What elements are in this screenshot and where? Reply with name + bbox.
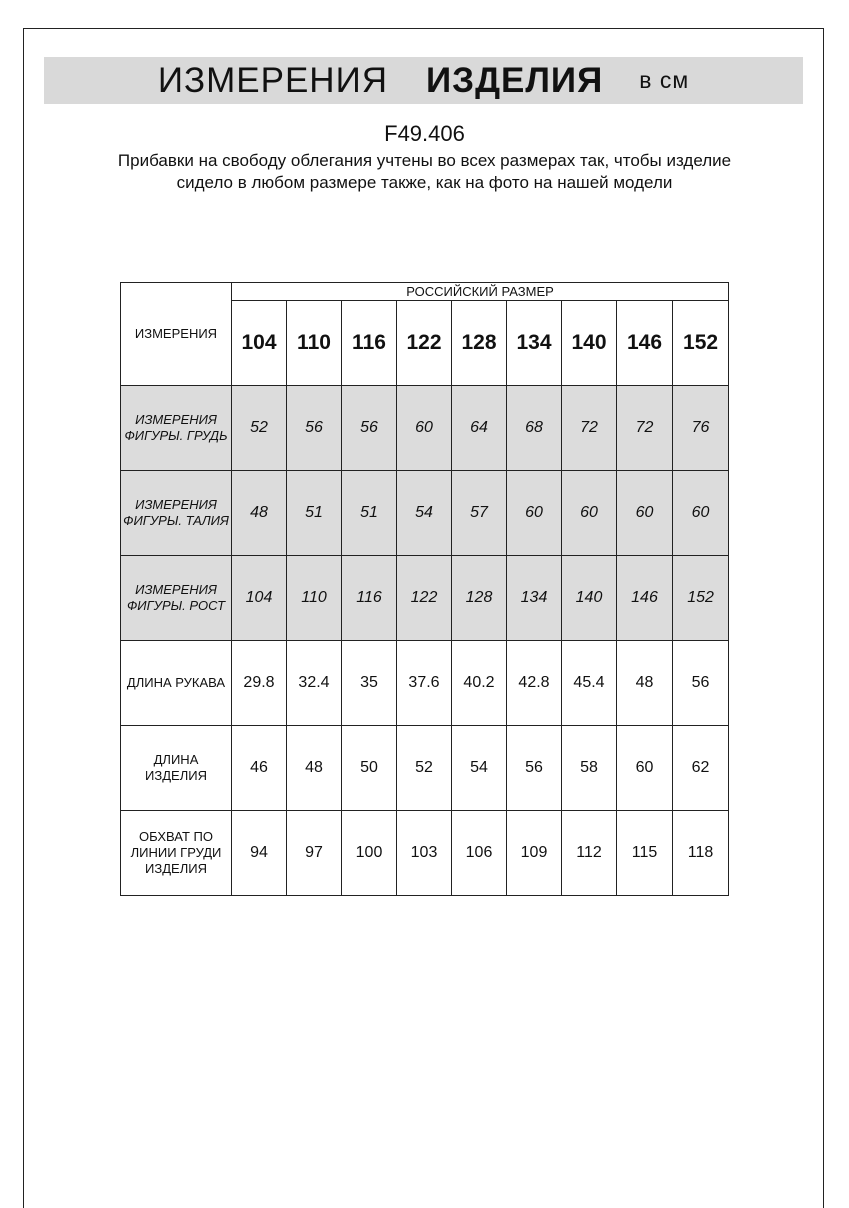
table-row bbox=[121, 386, 729, 471]
table-cell: 35 bbox=[342, 641, 397, 726]
table-cell: 40.2 bbox=[452, 641, 507, 726]
title-garment: ИЗДЕЛИЯ bbox=[426, 60, 604, 100]
table-cell: 32.4 bbox=[287, 641, 342, 726]
table-cell: 115 bbox=[617, 811, 673, 896]
title-banner bbox=[44, 57, 803, 104]
table-cell: 128 bbox=[452, 556, 507, 641]
table-cell: 57 bbox=[452, 471, 507, 556]
table-cell: 54 bbox=[397, 471, 452, 556]
table-cell: 134 bbox=[507, 556, 562, 641]
row-label: ИЗМЕРЕНИЯ ФИГУРЫ. ТАЛИЯ bbox=[121, 471, 232, 556]
table-cell: 76 bbox=[673, 386, 729, 471]
size-header: 134 bbox=[507, 301, 562, 386]
table-cell: 48 bbox=[232, 471, 287, 556]
row-label: ИЗМЕРЕНИЯ ФИГУРЫ. ГРУДЬ bbox=[121, 386, 232, 471]
table-cell: 50 bbox=[342, 726, 397, 811]
table-cell: 72 bbox=[562, 386, 617, 471]
size-header: 110 bbox=[287, 301, 342, 386]
table-cell: 56 bbox=[673, 641, 729, 726]
table-cell: 46 bbox=[232, 726, 287, 811]
row-label: ДЛИНА ИЗДЕЛИЯ bbox=[121, 726, 232, 811]
row-label: ОБХВАТ ПО ЛИНИИ ГРУДИ ИЗДЕЛИЯ bbox=[121, 811, 232, 896]
fit-note: Прибавки на свободу облегания учтены во всех размерах так, чтобы изделие сидело в любом размере также, как на фото на нашей модели bbox=[117, 151, 732, 192]
table-cell: 51 bbox=[287, 471, 342, 556]
table-cell: 94 bbox=[232, 811, 287, 896]
table-cell: 56 bbox=[287, 386, 342, 471]
row-label: ДЛИНА РУКАВА bbox=[121, 641, 232, 726]
row-label: ИЗМЕРЕНИЯ ФИГУРЫ. РОСТ bbox=[121, 556, 232, 641]
table-cell: 122 bbox=[397, 556, 452, 641]
table-cell: 100 bbox=[342, 811, 397, 896]
table-cell: 54 bbox=[452, 726, 507, 811]
table-cell: 146 bbox=[617, 556, 673, 641]
russian-size-header: РОССИЙСКИЙ РАЗМЕР bbox=[232, 283, 729, 301]
table-cell: 60 bbox=[673, 471, 729, 556]
table-cell: 42.8 bbox=[507, 641, 562, 726]
table-cell: 60 bbox=[507, 471, 562, 556]
table-row bbox=[121, 811, 729, 896]
table-cell: 29.8 bbox=[232, 641, 287, 726]
size-header: 122 bbox=[397, 301, 452, 386]
table-cell: 118 bbox=[673, 811, 729, 896]
table-cell: 52 bbox=[232, 386, 287, 471]
table-cell: 56 bbox=[342, 386, 397, 471]
table-row bbox=[121, 726, 729, 811]
article-code: F49.406 bbox=[384, 121, 465, 146]
table-cell: 37.6 bbox=[397, 641, 452, 726]
corner-header: ИЗМЕРЕНИЯ bbox=[121, 283, 232, 386]
table-cell: 106 bbox=[452, 811, 507, 896]
table-cell: 60 bbox=[617, 726, 673, 811]
table-cell: 110 bbox=[287, 556, 342, 641]
size-header: 128 bbox=[452, 301, 507, 386]
table-cell: 103 bbox=[397, 811, 452, 896]
size-header: 116 bbox=[342, 301, 397, 386]
title-unit: в см bbox=[639, 67, 690, 93]
table-cell: 48 bbox=[287, 726, 342, 811]
table-row bbox=[121, 471, 729, 556]
table-cell: 104 bbox=[232, 556, 287, 641]
size-table bbox=[120, 282, 729, 896]
table-cell: 51 bbox=[342, 471, 397, 556]
size-header: 104 bbox=[232, 301, 287, 386]
table-row bbox=[121, 556, 729, 641]
table-cell: 72 bbox=[617, 386, 673, 471]
table-cell: 112 bbox=[562, 811, 617, 896]
table-cell: 152 bbox=[673, 556, 729, 641]
table-cell: 64 bbox=[452, 386, 507, 471]
size-header: 146 bbox=[617, 301, 673, 386]
table-cell: 116 bbox=[342, 556, 397, 641]
table-cell: 62 bbox=[673, 726, 729, 811]
size-header: 152 bbox=[673, 301, 729, 386]
table-cell: 60 bbox=[562, 471, 617, 556]
table-cell: 109 bbox=[507, 811, 562, 896]
table-cell: 60 bbox=[617, 471, 673, 556]
table-cell: 48 bbox=[617, 641, 673, 726]
table-cell: 97 bbox=[287, 811, 342, 896]
table-cell: 68 bbox=[507, 386, 562, 471]
size-header: 140 bbox=[562, 301, 617, 386]
table-row bbox=[121, 641, 729, 726]
table-cell: 52 bbox=[397, 726, 452, 811]
title-measurements: ИЗМЕРЕНИЯ bbox=[157, 60, 389, 100]
table-cell: 58 bbox=[562, 726, 617, 811]
table-cell: 56 bbox=[507, 726, 562, 811]
table-cell: 140 bbox=[562, 556, 617, 641]
table-cell: 60 bbox=[397, 386, 452, 471]
table-cell: 45.4 bbox=[562, 641, 617, 726]
